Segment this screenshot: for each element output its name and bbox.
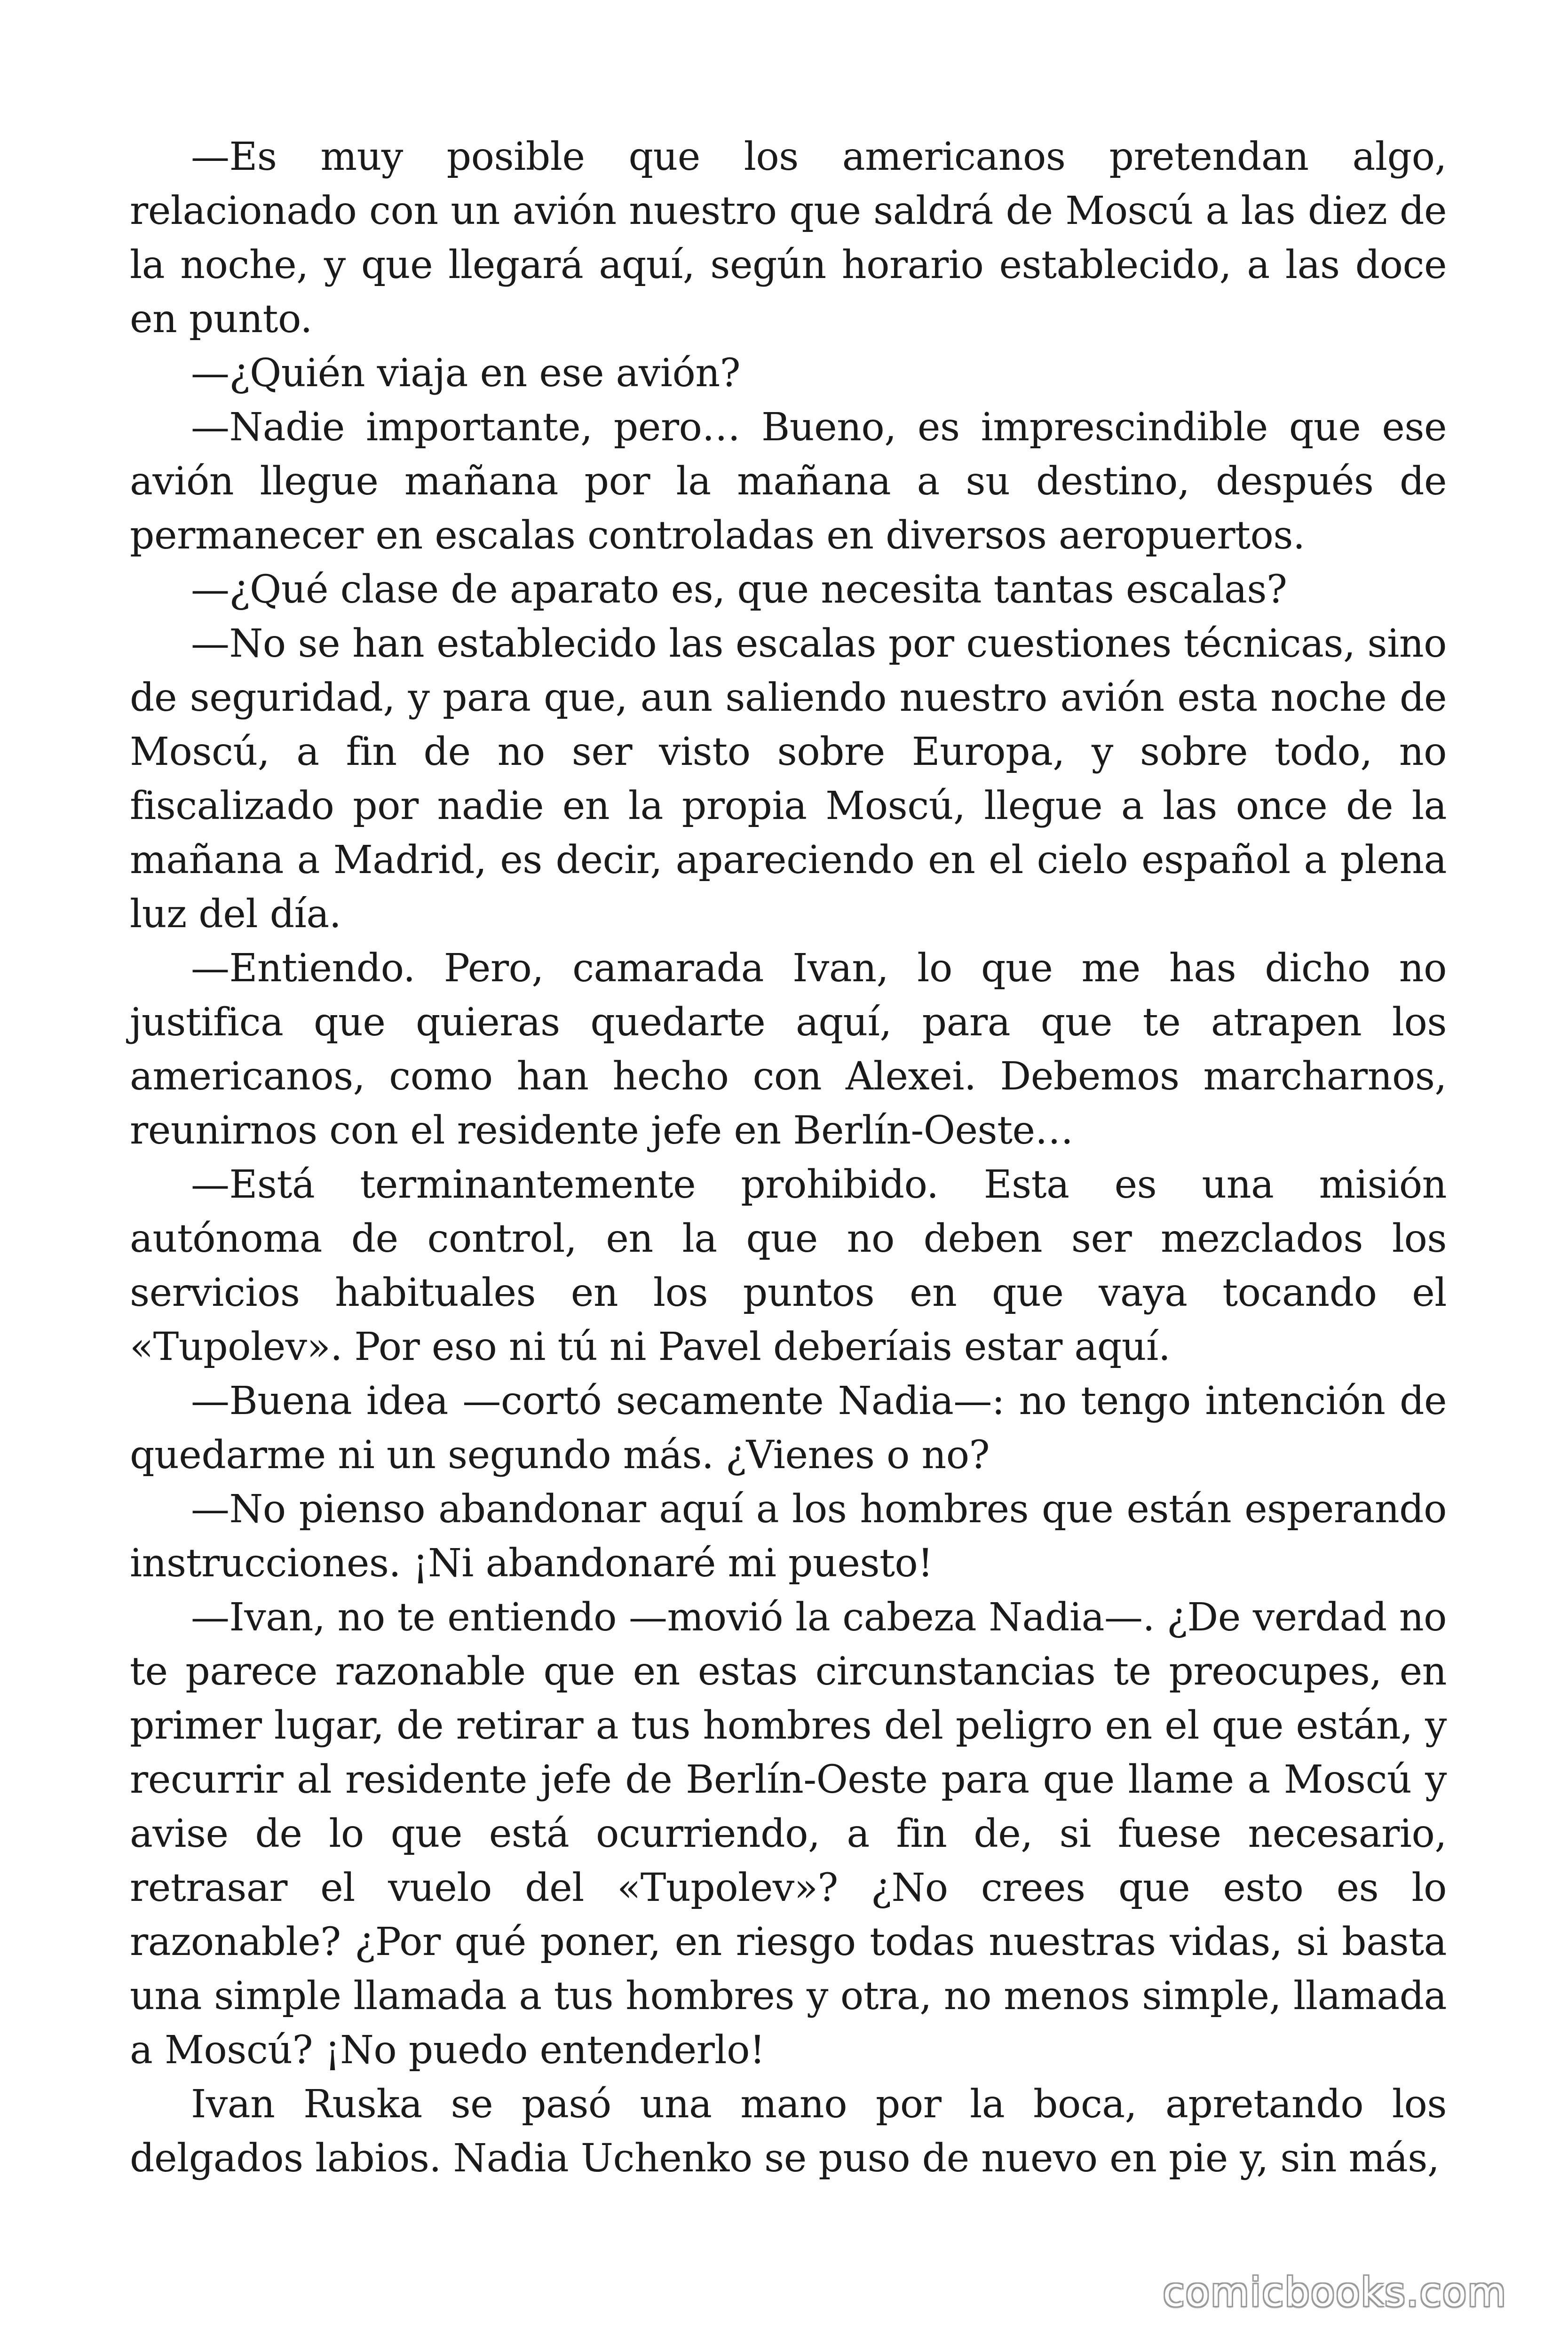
paragraph: —Nadie importante, pero… Bueno, es imprescindible que ese avión llegue mañana por la mañana a su destino, después de permanecer en escalas controladas en diversos aeropuertos. <box>130 405 1447 558</box>
watermark: comicbooks.com <box>1163 2269 1507 2315</box>
paragraph: —Buena idea —cortó secamente Nadia—: no tengo intención de quedarme ni un segundo más. ¿Vienes o no? <box>130 1379 1447 1478</box>
paragraph: Ivan Ruska se pasó una mano por la boca, apretando los delgados labios. Nadia Uchenko se puso de nuevo en pie y, sin más, <box>130 2082 1447 2181</box>
paragraph: —No se han establecido las escalas por cuestiones técnicas, sino de seguridad, y para que, aun saliendo nuestro avión esta noche de Moscú, a fin de no ser visto sobre Europa, y sobre todo, no fiscalizado por nadie en la propia Moscú, llegue a las once de la mañana a Madrid, es decir, apareciendo en el cielo español a plena luz del día. <box>130 621 1447 937</box>
paragraph: —¿Qué clase de aparato es, que necesita tantas escalas? <box>191 567 1287 612</box>
paragraph: —Ivan, no te entiendo —movió la cabeza Nadia—. ¿De verdad no te parece razonable que en estas circunstancias te preocupes, en primer lugar, de retirar a tus hombres del peligro en el que están, y recurrir al residente jefe de Berlín-Oeste para que llame a Moscú y avise de lo que está ocurriendo, a fin de, si fuese necesario, retrasar el vuelo del «Tupolev»? ¿No crees que esto es lo razonable? ¿Por qué poner, en riesgo todas nuestras vidas, si basta una simple llamada a tus hombres y otra, no menos simple, llamada a Moscú? ¡No puedo entenderlo! <box>130 1595 1447 2073</box>
paragraph: —No pienso abandonar aquí a los hombres que están esperando instrucciones. ¡Ni abandonaré mi puesto! <box>130 1487 1447 1586</box>
page-text-block <box>130 130 1447 2185</box>
paragraph: —Es muy posible que los americanos pretendan algo, relacionado con un avión nuestro que saldrá de Moscú a las diez de la noche, y que llegará aquí, según horario establecido, a las doce en punto. <box>130 135 1447 342</box>
paragraph: —Está terminantemente prohibido. Esta es una misión autónoma de control, en la que no deben ser mezclados los servicios habituales en los puntos en que vaya tocando el «Tupolev». Por eso ni tú ni Pavel deberíais estar aquí. <box>130 1162 1447 1369</box>
paragraph: —¿Quién viaja en ese avión? <box>191 351 741 396</box>
paragraph: —Entiendo. Pero, camarada Ivan, lo que me has dicho no justifica que quieras quedarte aquí, para que te atrapen los americanos, como han hecho con Alexei. Debemos marcharnos, reunirnos con el residente jefe en Berlín-Oeste… <box>130 946 1447 1153</box>
